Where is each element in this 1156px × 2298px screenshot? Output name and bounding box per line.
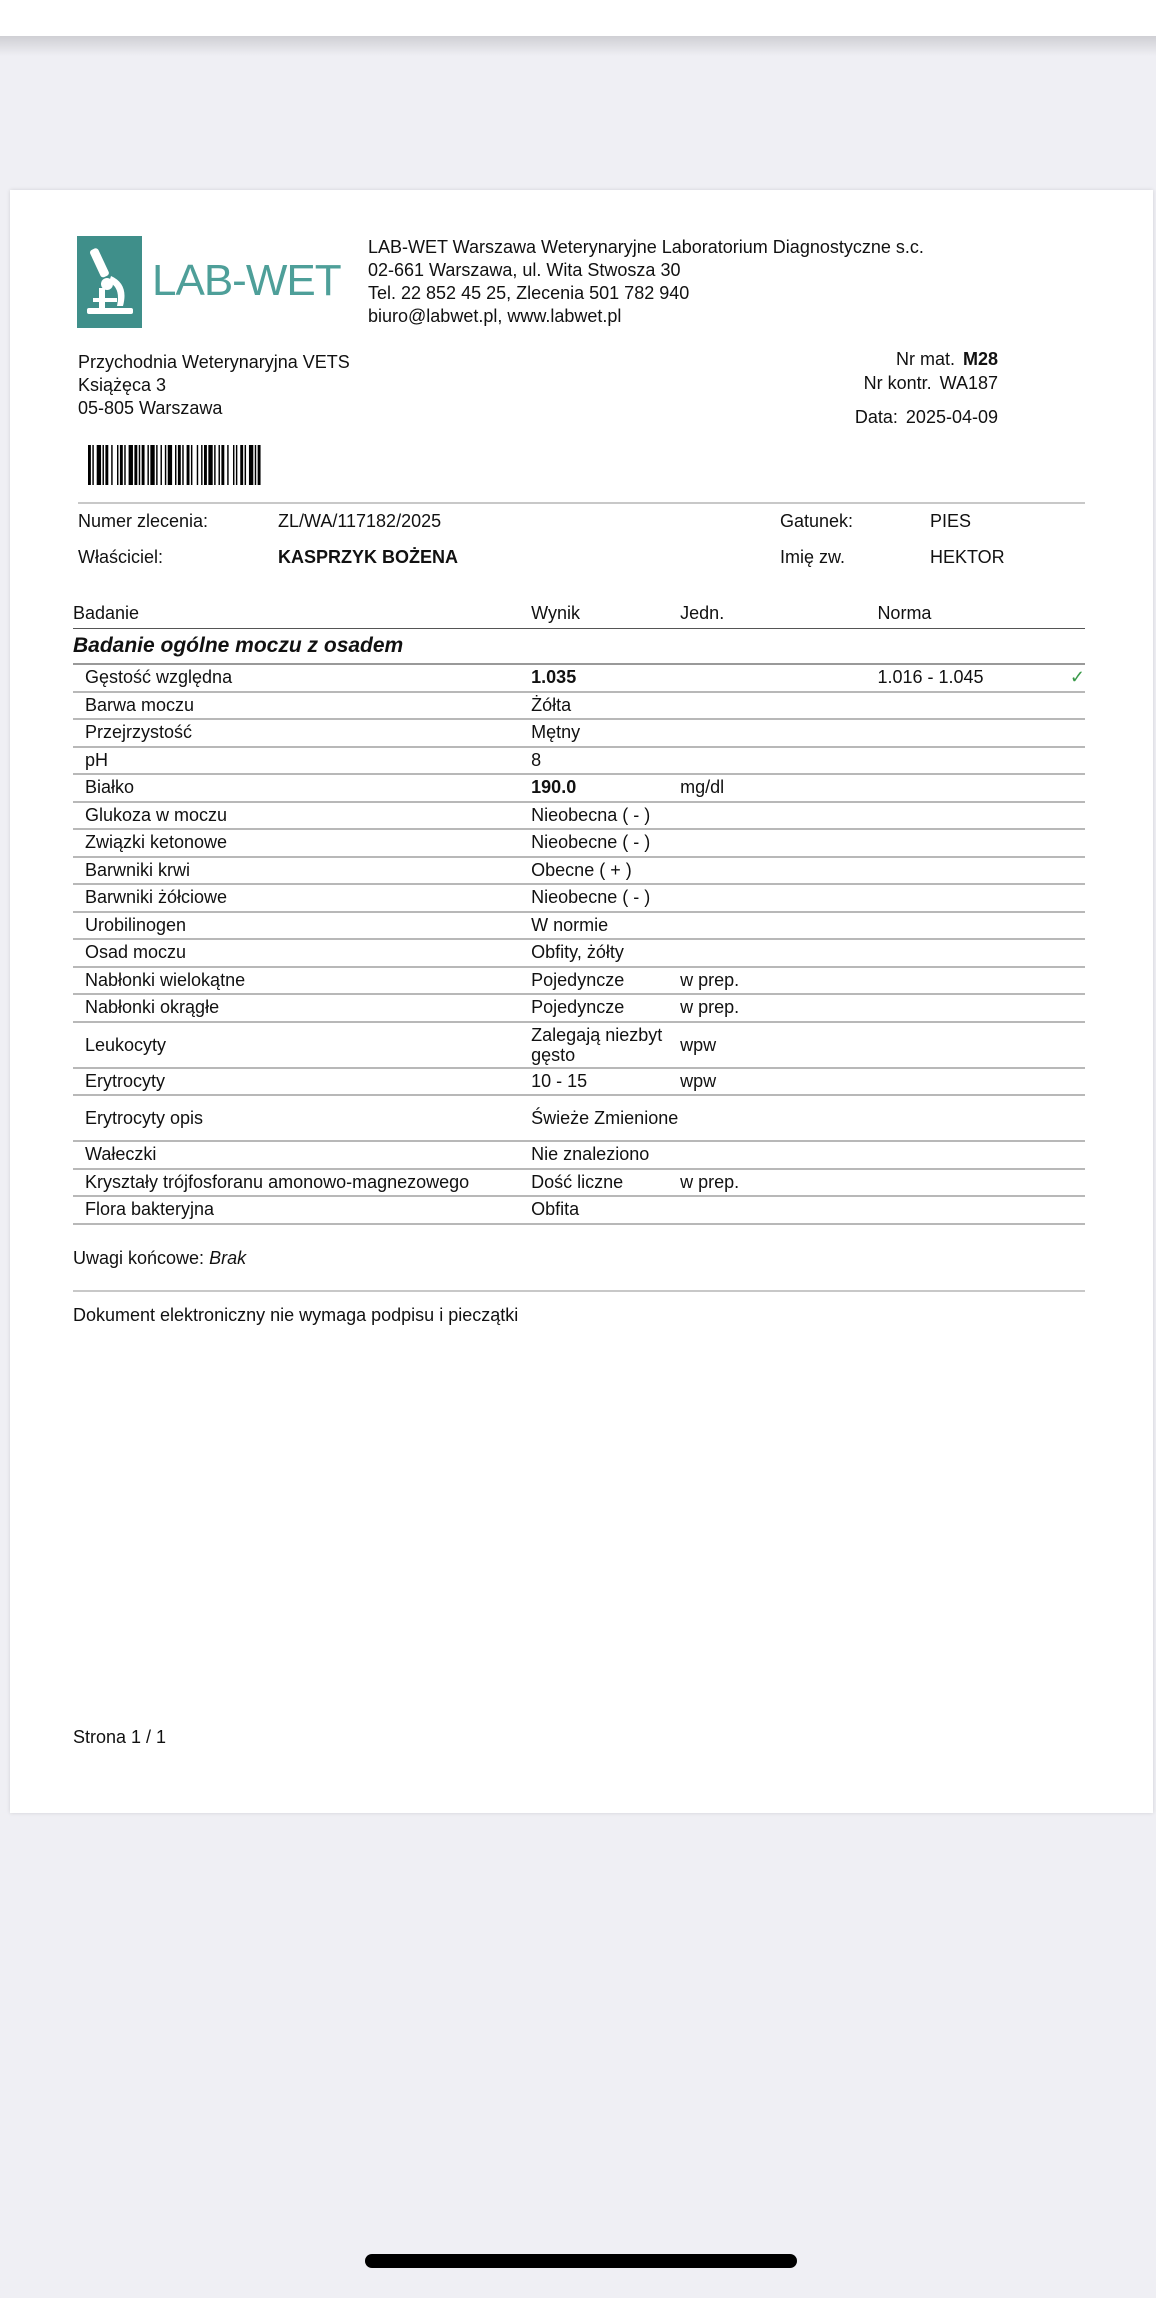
lab-contact-info [368, 236, 924, 328]
result-test-name: Nabłonki wielokątne [73, 967, 531, 995]
result-test-name: Erytrocyty [73, 1068, 531, 1096]
mat-label: Nr mat. [895, 349, 955, 369]
result-unit: w prep. [680, 967, 877, 995]
result-norm [877, 1196, 1055, 1224]
barcode-bar [124, 445, 125, 485]
table-row [73, 857, 1085, 885]
barcode-bar [129, 445, 133, 485]
result-norm [877, 719, 1055, 747]
result-flag-icon [1055, 1022, 1085, 1068]
result-value: Świeże Zmienione [531, 1095, 680, 1141]
lab-email[interactable]: biuro@labwet.pl, www.labwet.pl [368, 306, 622, 326]
clinic-name: Przychodnia Weterynaryjna VETS [78, 352, 350, 372]
result-flag-icon [1055, 912, 1085, 940]
top-bar-shadow [0, 36, 1156, 56]
result-value: Pojedyncze [531, 994, 680, 1022]
result-value: Nieobecne ( - ) [531, 884, 680, 912]
table-row [73, 1022, 1085, 1068]
animal-name-value: HEKTOR [930, 547, 1005, 567]
barcode-bar [165, 445, 166, 485]
result-unit [680, 912, 877, 940]
result-unit [680, 1095, 877, 1141]
result-value: W normie [531, 912, 680, 940]
logo-wordmark: LAB-WET [152, 256, 341, 305]
result-value: Pojedyncze [531, 967, 680, 995]
result-flag-icon [1055, 802, 1085, 830]
document-meta [855, 347, 998, 429]
result-norm [877, 774, 1055, 802]
result-unit [680, 829, 877, 857]
owner-label: Właściciel: [78, 547, 164, 567]
barcode-bar [240, 445, 243, 485]
result-test-name: Barwniki krwi [73, 857, 531, 885]
result-test-name: Białko [73, 774, 531, 802]
result-flag-icon [1055, 719, 1085, 747]
result-norm [877, 857, 1055, 885]
animal-name-label: Imię zw. [780, 547, 846, 567]
result-unit [680, 857, 877, 885]
result-test-name: Glukoza w moczu [73, 802, 531, 830]
result-flag-icon [1055, 1095, 1085, 1141]
result-value: Dość liczne [531, 1169, 680, 1197]
date-value: 2025-04-09 [905, 407, 998, 427]
lab-phone: Tel. 22 852 45 25, Zlecenia 501 782 940 [368, 283, 690, 303]
barcode-bar [245, 445, 246, 485]
result-test-name: Wałeczki [73, 1141, 531, 1169]
barcode-bar [117, 445, 118, 485]
result-value: Obfity, żółty [531, 939, 680, 967]
result-unit [680, 884, 877, 912]
clinic-street: Książęca 3 [78, 375, 167, 395]
result-norm [877, 967, 1055, 995]
table-row [73, 1068, 1085, 1096]
result-flag-icon [1055, 692, 1085, 720]
section-title: Badanie ogólne moczu z osadem [73, 629, 1085, 665]
table-row [73, 802, 1085, 830]
result-test-name: Urobilinogen [73, 912, 531, 940]
result-flag-icon [1055, 967, 1085, 995]
lab-address: 02-661 Warszawa, ul. Wita Stwosza 30 [368, 260, 681, 280]
table-row [73, 719, 1085, 747]
barcode-bar [142, 445, 145, 485]
result-unit [680, 747, 877, 775]
barcode-bar [187, 445, 190, 485]
barcode-bar [201, 445, 202, 485]
barcode-bar [227, 445, 228, 485]
result-value: Obecne ( + ) [531, 857, 680, 885]
barcode-bar [249, 445, 253, 485]
divider [73, 1290, 1085, 1292]
result-test-name: Związki ketonowe [73, 829, 531, 857]
result-unit [680, 939, 877, 967]
barcode-bar [175, 445, 176, 485]
header-flag [1055, 598, 1085, 629]
result-norm [877, 1068, 1055, 1096]
result-unit: mg/dl [680, 774, 877, 802]
result-value: 10 - 15 [531, 1068, 680, 1096]
electronic-document-note: Dokument elektroniczny nie wymaga podpisu i pieczątki [73, 1305, 519, 1325]
barcode-bar [233, 445, 234, 485]
lab-logo [77, 236, 341, 328]
remarks-label: Uwagi końcowe: [73, 1248, 205, 1268]
barcode-bar [92, 445, 93, 485]
barcode-bar [111, 445, 112, 485]
result-value: 190.0 [531, 774, 680, 802]
table-row [73, 912, 1085, 940]
result-test-name: Przejrzystość [73, 719, 531, 747]
header-test: Badanie [73, 598, 531, 629]
table-row [73, 1095, 1085, 1141]
remarks-value: Brak [209, 1248, 247, 1268]
result-flag-icon [1055, 1068, 1085, 1096]
lab-name: LAB-WET Warszawa Weterynaryjne Laboratorium Diagnostyczne s.c. [368, 237, 924, 257]
barcode-bar [219, 445, 220, 485]
table-row [73, 1196, 1085, 1224]
barcode-bar [182, 445, 183, 485]
result-unit: w prep. [680, 1169, 877, 1197]
barcode-bar [97, 445, 101, 485]
barcode-bar [236, 445, 237, 485]
result-value: Mętny [531, 719, 680, 747]
clinic-city: 05-805 Warszawa [78, 398, 223, 418]
barcode-bar [161, 445, 162, 485]
result-norm [877, 939, 1055, 967]
result-flag-icon [1055, 939, 1085, 967]
table-row [73, 939, 1085, 967]
barcode-bar [221, 445, 224, 485]
result-norm [877, 747, 1055, 775]
result-test-name: Leukocyty [73, 1022, 531, 1068]
result-unit [680, 719, 877, 747]
result-flag-icon [1055, 1141, 1085, 1169]
result-norm [877, 1169, 1055, 1197]
barcode-bar [150, 445, 154, 485]
result-norm [877, 1095, 1055, 1141]
barcode-bar [168, 445, 172, 485]
barcode-bar [214, 445, 215, 485]
result-test-name: Erytrocyty opis [73, 1095, 531, 1141]
header-norm: Norma [877, 598, 1055, 629]
order-number-label: Numer zlecenia: [78, 511, 209, 531]
top-bar [0, 0, 1156, 36]
barcode-bar [178, 445, 181, 485]
table-row [73, 747, 1085, 775]
result-value: Nieobecna ( - ) [531, 802, 680, 830]
table-row [73, 994, 1085, 1022]
barcode-bar [88, 445, 91, 485]
result-flag-icon [1055, 884, 1085, 912]
barcode-bar [103, 445, 104, 485]
barcode-bar [105, 445, 108, 485]
result-unit [680, 802, 877, 830]
result-unit [680, 692, 877, 720]
date-label: Data: [854, 407, 898, 427]
result-value: Żółta [531, 692, 680, 720]
header-result: Wynik [531, 598, 680, 629]
barcode-bar [134, 445, 137, 485]
result-unit [680, 664, 877, 692]
barcode-bar [139, 445, 140, 485]
result-flag-icon [1055, 1169, 1085, 1197]
result-norm: 1.016 - 1.045 [877, 664, 1055, 692]
species-value: PIES [930, 511, 972, 531]
document-page [10, 190, 1153, 1813]
result-flag-icon [1055, 829, 1085, 857]
owner-value: KASPRZYK BOŻENA [278, 547, 459, 567]
result-unit [680, 1196, 877, 1224]
result-norm [877, 692, 1055, 720]
barcode-bar [120, 445, 123, 485]
result-value: 1.035 [531, 664, 680, 692]
result-flag-icon: ✓ [1055, 664, 1085, 692]
result-test-name: pH [73, 747, 531, 775]
table-row [73, 1169, 1085, 1197]
table-row [73, 829, 1085, 857]
table-row [73, 1141, 1085, 1169]
results-table [73, 598, 1085, 1225]
result-test-name: Flora bakteryjna [73, 1196, 531, 1224]
table-row [73, 774, 1085, 802]
result-norm [877, 912, 1055, 940]
mat-value: M28 [962, 349, 998, 369]
result-value: Nie znaleziono [531, 1141, 680, 1169]
barcode [88, 445, 320, 485]
section-row [73, 629, 1085, 665]
barcode-bar [204, 445, 207, 485]
kontr-label: Nr kontr. [863, 373, 932, 393]
result-unit: w prep. [680, 994, 877, 1022]
result-flag-icon [1055, 774, 1085, 802]
table-row [73, 692, 1085, 720]
species-label: Gatunek: [780, 511, 854, 531]
barcode-bar [258, 445, 261, 485]
result-flag-icon [1055, 1196, 1085, 1224]
clinic-address [78, 351, 350, 420]
result-unit [680, 1141, 877, 1169]
table-row [73, 967, 1085, 995]
table-row [73, 884, 1085, 912]
remarks [73, 1248, 246, 1269]
page-number: Strona 1 / 1 [73, 1727, 167, 1747]
kontr-value: WA187 [939, 373, 998, 393]
result-test-name: Osad moczu [73, 939, 531, 967]
result-flag-icon [1055, 747, 1085, 775]
result-norm [877, 802, 1055, 830]
barcode-bar [208, 445, 212, 485]
result-value: Zalegają niezbyt gęsto [531, 1022, 680, 1068]
result-test-name: Barwa moczu [73, 692, 531, 720]
results-header-row [73, 598, 1085, 629]
result-value: Nieobecne ( - ) [531, 829, 680, 857]
result-value: 8 [531, 747, 680, 775]
result-test-name: Barwniki żółciowe [73, 884, 531, 912]
divider [78, 502, 1085, 504]
result-norm [877, 1141, 1055, 1169]
barcode-bar [255, 445, 256, 485]
result-flag-icon [1055, 857, 1085, 885]
result-flag-icon [1055, 994, 1085, 1022]
result-norm [877, 829, 1055, 857]
result-unit: wpw [680, 1022, 877, 1068]
barcode-bar [197, 445, 198, 485]
result-norm [877, 994, 1055, 1022]
result-norm [877, 884, 1055, 912]
barcode-bar [191, 445, 192, 485]
barcode-bar [156, 445, 157, 485]
result-unit: wpw [680, 1068, 877, 1096]
microscope-icon [77, 236, 142, 328]
result-test-name: Nabłonki okrągłe [73, 994, 531, 1022]
order-number-value: ZL/WA/117182/2025 [278, 511, 442, 531]
result-norm [877, 1022, 1055, 1068]
home-indicator[interactable] [365, 2254, 797, 2268]
result-value: Obfita [531, 1196, 680, 1224]
result-test-name: Gęstość względna [73, 664, 531, 692]
barcode-bar [147, 445, 148, 485]
result-test-name: Kryształy trójfosforanu amonowo-magnezowego [73, 1169, 531, 1197]
header-unit: Jedn. [680, 598, 877, 629]
table-row [73, 664, 1085, 692]
